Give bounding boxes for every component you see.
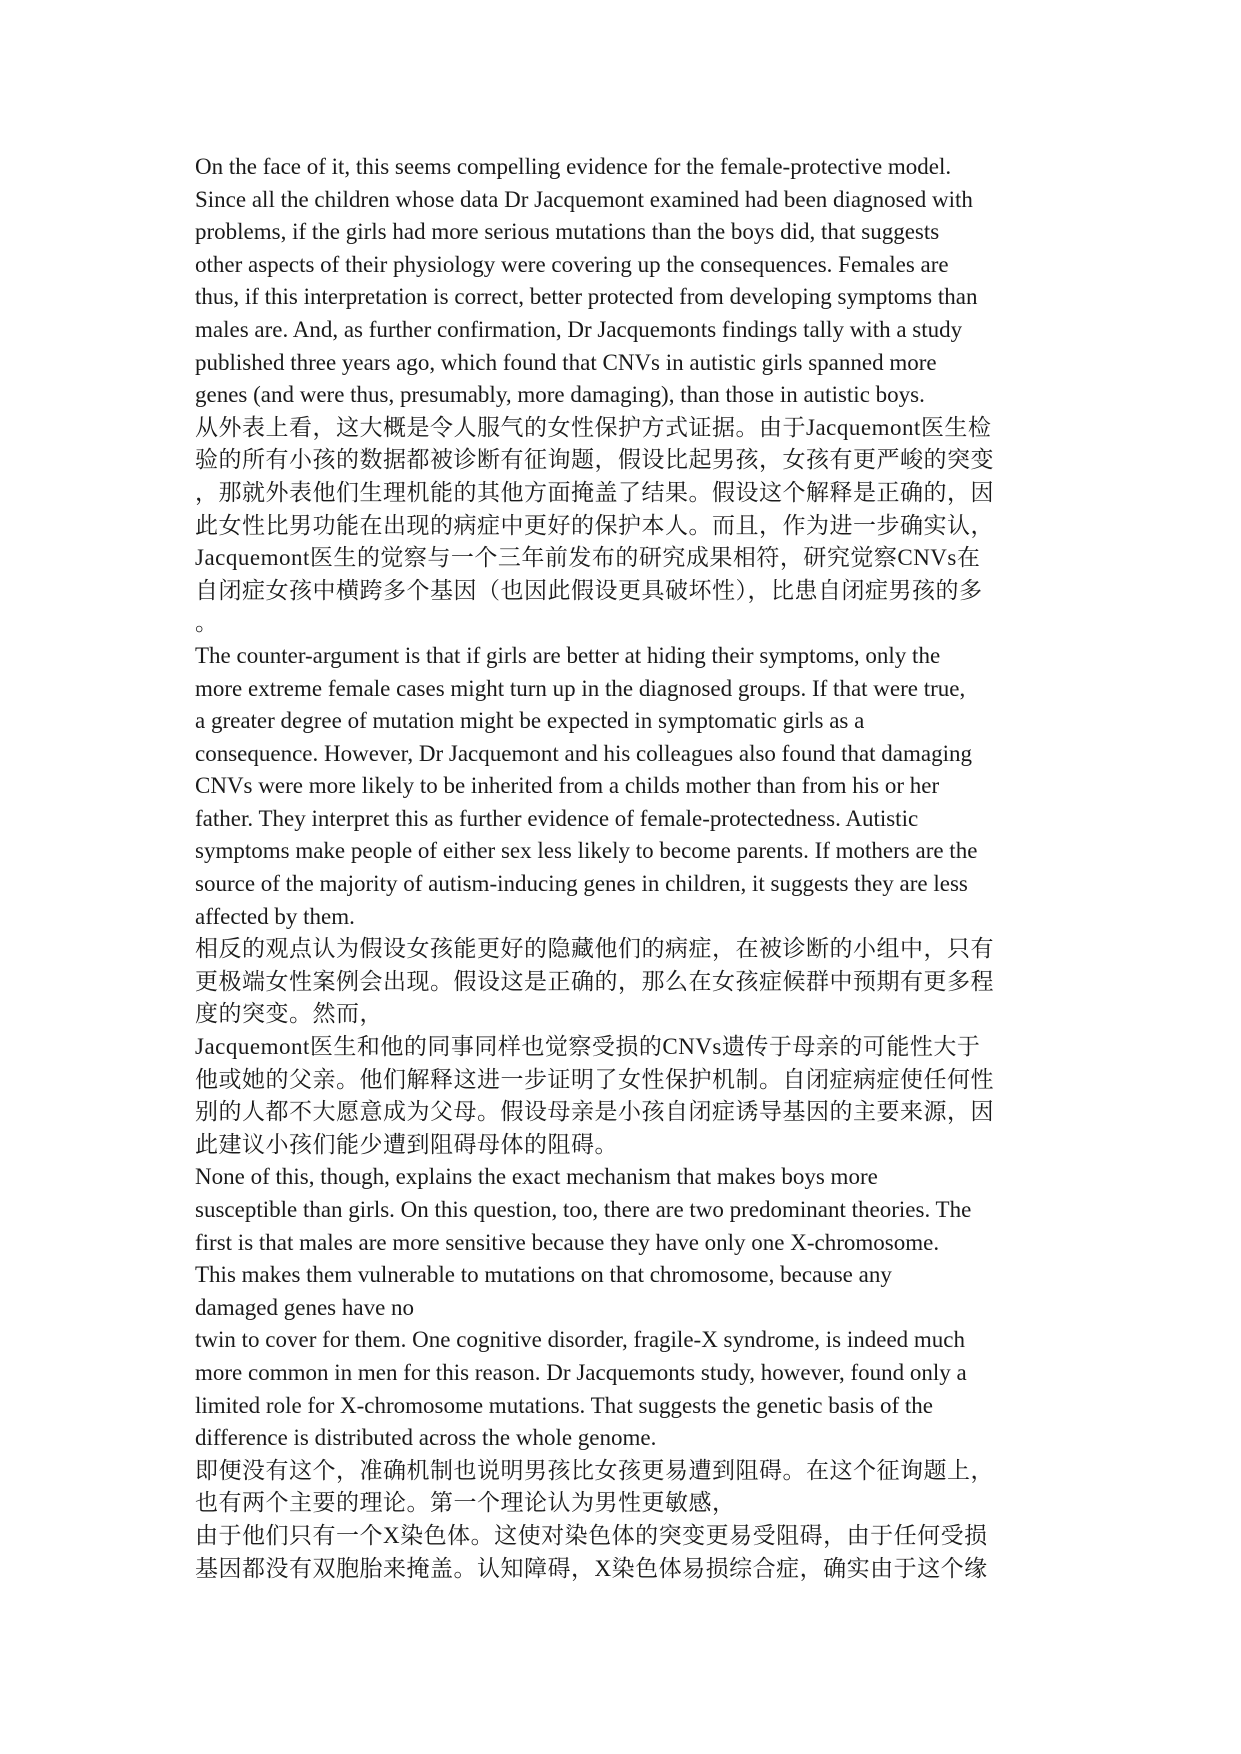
text-line: limited role for X-chromosome mutations. That suggests the genetic basis of the (195, 1392, 933, 1418)
text-line: problems, if the girls had more serious mutations than the boys did, that suggests (195, 219, 940, 245)
text-line: other aspects of their physiology were covering up the consequences. Females are (195, 251, 949, 277)
text-line: genes (and were thus, presumably, more damaging), than those in autistic boys. (195, 382, 925, 408)
text-line: more extreme female cases might turn up in the diagnosed groups. If that were true, (195, 675, 966, 701)
text-line: 验的所有小孩的数据都被诊断有征询题，假设比起男孩，女孩有更严峻的突变 (195, 447, 994, 473)
text-line: 基因都没有双胞胎来掩盖。认知障碍，X染色体易损综合症，确实由于这个缘 (195, 1555, 988, 1581)
text-line: consequence. However, Dr Jacquemont and his colleagues also found that damaging (195, 740, 973, 766)
document-page (195, 151, 1055, 1585)
text-line: 也有两个主要的理论。第一个理论认为男性更敏感， (195, 1490, 736, 1516)
text-line: published three years ago, which found that CNVs in autistic girls spanned more (195, 349, 937, 375)
text-line: males are. And, as further confirmation, Dr Jacquemonts findings tally with a study (195, 316, 963, 342)
text-line: more common in men for this reason. Dr Jacquemonts study, however, found only a (195, 1359, 967, 1385)
text-line: thus, if this interpretation is correct, better protected from developing symptoms than (195, 284, 978, 310)
text-line: Since all the children whose data Dr Jacquemont examined had been diagnosed with (195, 186, 973, 212)
text-line: 度的突变。然而， (195, 1001, 383, 1027)
text-line: ，那就外表他们生理机能的其他方面掩盖了结果。假设这个解释是正确的，因 (195, 479, 994, 505)
paragraph-zh-3 (195, 1455, 1055, 1585)
text-line: source of the majority of autism-inducing genes in children, it suggests they are less (195, 871, 968, 897)
text-line: Jacquemont医生的觉察与一个三年前发布的研究成果相符，研究觉察CNVs在 (195, 545, 981, 571)
paragraph-zh-2 (195, 933, 1055, 1161)
text-line: symptoms make people of either sex less likely to become parents. If mothers are the (195, 838, 978, 864)
text-line: On the face of it, this seems compelling evidence for the female-protective model. (195, 154, 952, 179)
text-line: The counter-argument is that if girls are better at hiding their symptoms, only the (195, 642, 941, 668)
text-line: 此建议小孩们能少遭到阻碍母体的阻碍。 (195, 1131, 618, 1157)
text-line: susceptible than girls. On this question, too, there are two predominant theories. The (195, 1197, 972, 1222)
text-line: a greater degree of mutation might be expected in symptomatic girls as a (195, 708, 865, 734)
text-line: 此女性比男功能在出现的病症中更好的保护本人。而且，作为进一步确实认， (195, 512, 994, 538)
text-line: father. They interpret this as further evidence of female-protectedness. Autistic (195, 805, 919, 831)
text-line: 别的人都不大愿意成为父母。假设母亲是小孩自闭症诱导基因的主要来源，因 (195, 1099, 994, 1125)
text-line: 更极端女性案例会出现。假设这是正确的，那么在女孩症候群中预期有更多程 (195, 968, 994, 994)
text-line: 自闭症女孩中横跨多个基因（也因此假设更具破坏性），比患自闭症男孩的多 (195, 577, 983, 603)
text-line: affected by them. (195, 903, 355, 929)
paragraph-en-1 (195, 151, 1055, 412)
text-line: This makes them vulnerable to mutations on that chromosome, because any (195, 1262, 892, 1288)
text-line: 他或她的父亲。他们解释这进一步证明了女性保护机制。自闭症病症使任何性 (195, 1066, 994, 1092)
text-line: 。 (195, 610, 219, 636)
text-line: first is that males are more sensitive because they have only one X-chromosome. (195, 1229, 940, 1255)
text-line: CNVs were more likely to be inherited from a childs mother than from his or her (195, 773, 940, 799)
paragraph-en-3 (195, 1161, 1055, 1454)
text-line: difference is distributed across the whole genome. (195, 1425, 657, 1451)
text-line: damaged genes have no (195, 1294, 415, 1320)
text-line: 由于他们只有一个X染色体。这使对染色体的突变更易受阻碍，由于任何受损 (195, 1522, 988, 1548)
text-line: 即便没有这个，准确机制也说明男孩比女孩更易遭到阻碍。在这个征询题上， (195, 1457, 994, 1483)
text-line: Jacquemont医生和他的同事同样也觉察受损的CNVs遗传于母亲的可能性大于 (195, 1034, 981, 1060)
paragraph-zh-1 (195, 412, 1055, 640)
text-line: None of this, though, explains the exact mechanism that makes boys more (195, 1164, 878, 1190)
text-line: 从外表上看，这大概是令人服气的女性保护方式证据。由于Jacquemont医生检 (195, 414, 992, 440)
text-line: 相反的观点认为假设女孩能更好的隐藏他们的病症，在被诊断的小组中，只有 (195, 936, 994, 962)
text-line: twin to cover for them. One cognitive disorder, fragile-X syndrome, is indeed much (195, 1327, 966, 1353)
paragraph-en-2 (195, 640, 1055, 933)
